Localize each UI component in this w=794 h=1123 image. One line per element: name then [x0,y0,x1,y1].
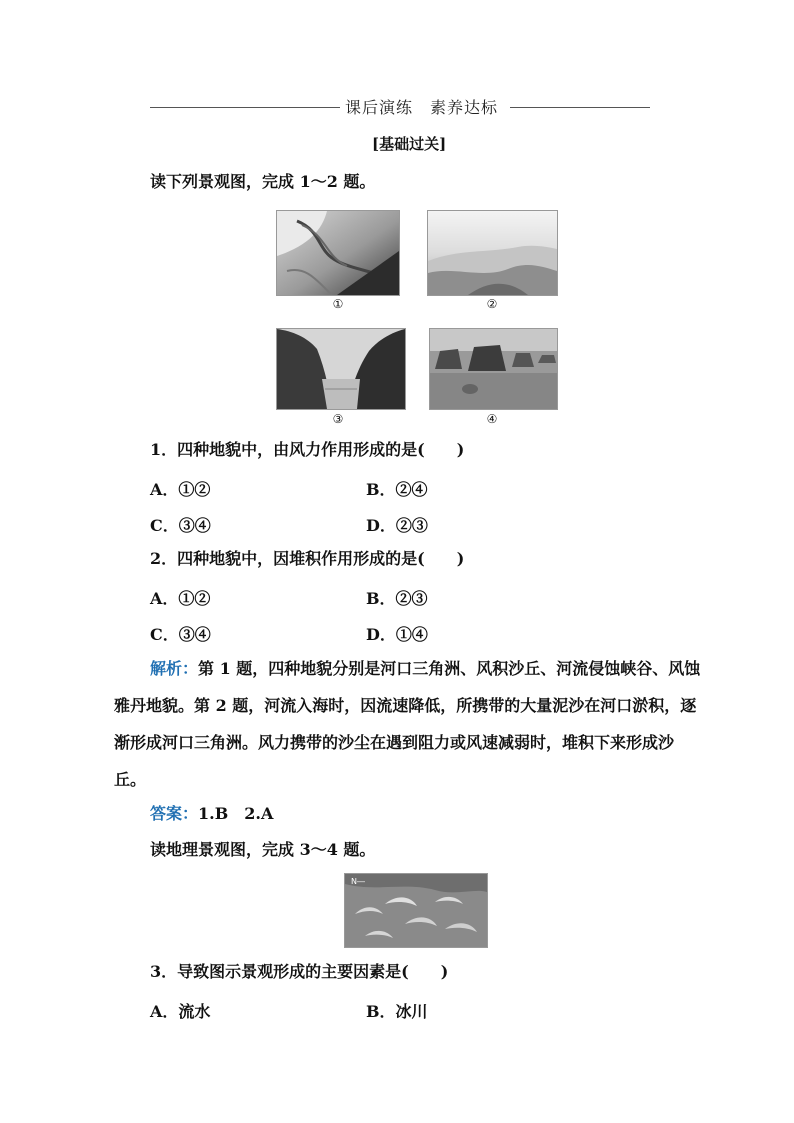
question-1-option-b: B．②④ [366,480,428,499]
answer-line [150,804,273,824]
question-2-stem: 2．四种地貌中，因堆积作用形成的是( ) [150,549,465,568]
analysis-text: 第 1 题，四种地貌分别是河口三角洲、风积沙丘、河流侵蚀峡谷、风蚀雅丹地貌。第 2 题，河流入海时，因流速降低，所携带的大量泥沙在河口淤积，逐渐形成河口三角洲。风力携带的沙尘在遇到阻力或风速减弱时，堆积下来形成沙丘。 [114,659,701,789]
river-delta-photo [276,210,400,296]
question-2-option-d: D．①④ [366,625,428,644]
question-1-option-d: D．②③ [366,516,428,535]
question-3-option-a: A．流水 [150,1002,211,1021]
river-gorge-photo [276,328,406,410]
question-1-option-a: A．①② [150,480,211,499]
watermark [630,762,652,786]
question-2-option-a: A．①② [150,589,211,608]
subsection-title: [基础过关] [372,135,447,153]
intro-questions-3-4: 读地理景观图，完成 3～4 题。 [150,840,376,859]
intro-questions-1-2: 读下列景观图，完成 1～2 题。 [150,172,376,191]
question-3-option-b: B．冰川 [366,1002,428,1021]
figure-caption-3: ③ [332,412,344,426]
north-arrow [351,877,365,886]
crescent-dunes-photo [344,873,488,948]
question-3-stem: 3．导致图示景观形成的主要因素是( ) [150,962,449,981]
header-rule-right [510,107,650,108]
answer-text: 1.B 2.A [198,804,274,823]
figure-caption-1: ① [332,297,344,311]
north-label: N [351,877,357,886]
question-2-option-b: B．②③ [366,589,428,608]
north-arrow-icon: ― [356,877,365,886]
analysis-label: 解析： [150,659,199,678]
figure-caption-4: ④ [486,412,498,426]
yardang-photo [429,328,558,410]
header-rule-left [150,107,340,108]
analysis-paragraph [114,650,704,798]
question-2-option-c: C．③④ [150,625,211,644]
question-1-stem: 1．四种地貌中，由风力作用形成的是( ) [150,440,465,459]
answer-label: 答案： [150,804,199,823]
section-title: 课后演练 素养达标 [345,98,499,117]
figure-caption-2: ② [486,297,498,311]
sand-dunes-photo [427,210,558,296]
question-1-option-c: C．③④ [150,516,211,535]
